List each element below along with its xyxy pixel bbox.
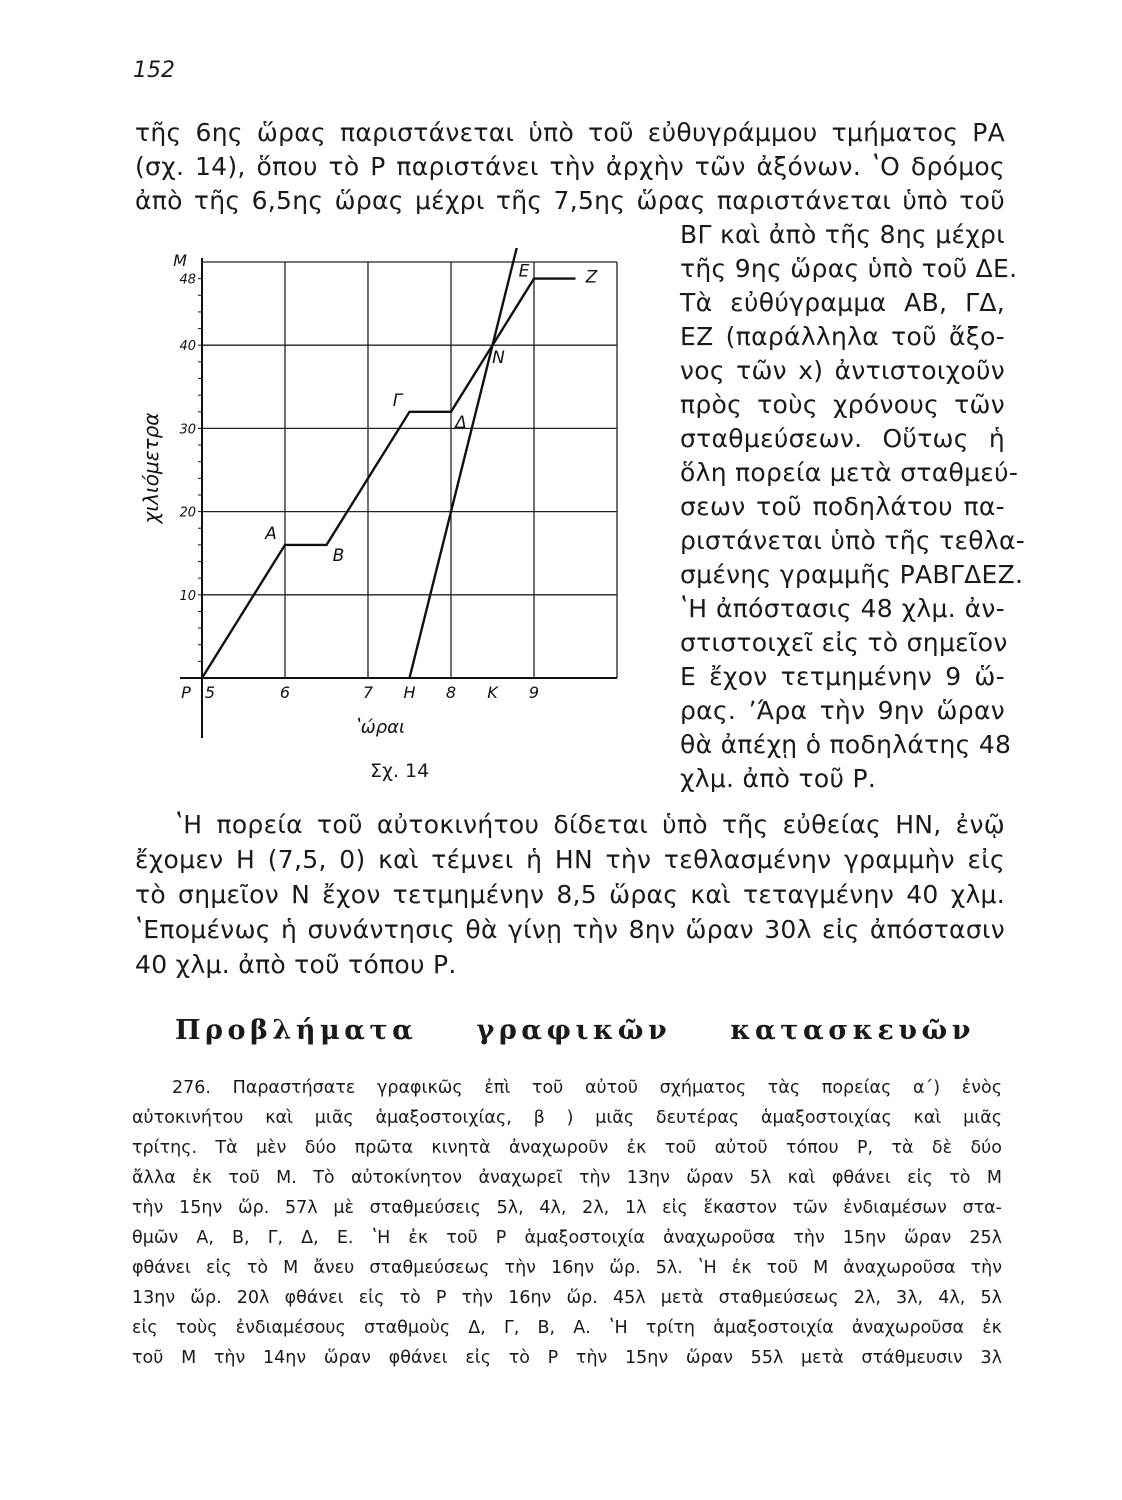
text-line: ΒΓ καὶ ἀπὸ τῆς 8ης μέχρι <box>680 220 1005 249</box>
x-axis-title: ʽώραι <box>354 717 406 738</box>
point-label: Β <box>332 545 345 566</box>
y-tick-label: 20 <box>179 505 196 521</box>
x-tick-label: 8 <box>445 683 457 702</box>
point-label: Ε <box>518 261 530 282</box>
series-line-2 <box>410 248 522 678</box>
x-tick-label: 6 <box>279 683 291 702</box>
text-line: ʽΗ πορεία τοῦ αὐτοκινήτου δίδεται ὑπὸ τῆς εὐθείας ΗΝ, ἐνῷ <box>175 810 1005 839</box>
chart-series <box>202 248 576 678</box>
point-label: Δ <box>455 412 467 433</box>
point-label: Ζ <box>585 267 598 288</box>
text-line: χλμ. ἀπὸ τοῦ Ρ. <box>680 764 877 793</box>
text-line: στιστοιχεῖ εἰς τὸ σημεῖον <box>680 628 1008 657</box>
x-tick-label: 7 <box>362 683 374 702</box>
text-line: τοῦ Μ τὴν 14ην ὥραν φθάνει εἰς τὸ Ρ τὴν 15ην ὥραν 55λ μετὰ στάθμευσιν 3λ <box>132 1348 1002 1368</box>
text-line: τῆς 9ης ὥρας ὑπὸ τοῦ ΔΕ. <box>680 254 1018 283</box>
figure-14 <box>130 248 650 788</box>
point-label: Α <box>265 523 277 544</box>
text-line: αὐτοκινήτου καὶ μιᾶς ἁμαξοστοιχίας, β ) μιᾶς δευτέρας ἁμαξοστοιχίας καὶ μιᾶς <box>132 1108 1002 1128</box>
y-axis-title: χιλιόμετρα <box>139 412 163 524</box>
y-tick-label: 40 <box>179 339 196 355</box>
y-tick-label: 30 <box>179 422 196 438</box>
text-line: θμῶν Α, Β, Γ, Δ, Ε. ʽΗ ἐκ τοῦ Ρ ἁμαξοστοιχία ἀναχωροῦσα τὴν 15ην ὥραν 25λ <box>132 1228 1002 1248</box>
point-label: Γ <box>392 390 403 411</box>
text-line: 276. Παραστήσατε γραφικῶς ἐπὶ τοῦ αὐτοῦ σχήματος τὰς πορείας α΄) ἑνὸς <box>172 1078 1002 1098</box>
chart-svg <box>130 248 650 788</box>
text-line: σμένης γραμμῆς ΡΑΒΓΔΕΖ. <box>680 560 1024 589</box>
text-line: θὰ ἀπέχῃ ὁ ποδηλάτης 48 <box>680 730 1012 759</box>
x-tick-label: 9 <box>528 683 540 702</box>
figure-caption: Σχ. 14 <box>370 760 430 782</box>
text-line: ʽΗ ἀπόστασις 48 χλμ. ἀν- <box>680 594 1005 623</box>
text-line: (σχ. 14), ὅπου τὸ Ρ παριστάνει τὴν ἀρχὴν τῶν ἀξόνων. ʽΟ δρόμος <box>135 152 1005 181</box>
text-line: Ε ἔχον τετμημένην 9 ὥ- <box>680 662 1005 691</box>
text-line: σεων τοῦ ποδηλάτου πα- <box>680 492 1005 521</box>
y-tick-label: 10 <box>179 588 196 604</box>
text-line: ἀπὸ τῆς 6,5ης ὥρας μέχρι τῆς 7,5ης ὥρας παριστάνεται ὑπὸ τοῦ <box>135 186 1005 215</box>
text-line: νος τῶν x) ἀντιστοιχοῦν <box>680 356 1005 385</box>
x-tick-label: 5 <box>204 683 216 702</box>
text-line: ἔχομεν Η (7,5, 0) καὶ τέμνει ἡ ΗΝ τὴν τεθλασμένην γραμμὴν εἰς <box>135 845 1005 874</box>
chart-axes <box>180 258 617 738</box>
x-tick-label: Κ <box>487 683 498 702</box>
text-line: σταθμεύσεων. Οὕτως ἡ <box>680 424 1005 453</box>
text-line: ρας. ʼΆρα τὴν 9ην ὥραν <box>680 696 1005 725</box>
y-tick-label: 48 <box>179 272 196 288</box>
text-line: εἰς τοὺς ἐνδιαμέσους σταθμοὺς Δ, Γ, Β, Α. ʽΗ τρίτη ἁμαξοστοιχία ἀναχωροῦσα ἐκ <box>132 1318 1002 1338</box>
text-line: 13ην ὥρ. 20λ φθάνει εἰς τὸ Ρ τὴν 16ην ὥρ. 45λ μετὰ σταθμεύσεως 2λ, 3λ, 4λ, 5λ <box>132 1288 1002 1308</box>
y-axis-unit-label: Μ <box>173 251 187 270</box>
text-line: ριστάνεται ὑπὸ τῆς τεθλα- <box>680 526 1026 555</box>
x-tick-label: Η <box>403 683 416 702</box>
text-line: τῆς 6ης ὥρας παριστάνεται ὑπὸ τοῦ εὐθυγράμμου τμήματος ΡΑ <box>135 118 1005 147</box>
text-line: 40 χλμ. ἀπὸ τοῦ τόπου Ρ. <box>135 950 457 979</box>
text-line: ὅλη πορεία μετὰ σταθμεύ- <box>680 458 1019 487</box>
chart-grid <box>202 262 617 678</box>
text-line: τρίτης. Τὰ μὲν δύο πρῶτα κινητὰ ἀναχωροῦν ἐκ τοῦ αὐτοῦ τόπου Ρ, τὰ δὲ δύο <box>132 1138 1002 1158</box>
text-line: πρὸς τοὺς χρόνους τῶν <box>680 390 1005 419</box>
text-line: φθάνει εἰς τὸ Μ ἄνευ σταθμεύσεως τὴν 16ην ὥρ. 5λ. ʽΗ ἐκ τοῦ Μ ἀναχωροῦσα τὴν <box>132 1258 1002 1278</box>
page-number: 152 <box>133 58 175 83</box>
text-line: τὴν 15ην ὥρ. 57λ μὲ σταθμεύσεις 5λ, 4λ, 2λ, 1λ εἰς ἕκαστον τῶν ἐνδιαμέσων στα- <box>132 1198 1002 1218</box>
text-line: ΕΖ (παράλληλα τοῦ ἄξο- <box>680 322 1005 351</box>
section-heading: Προβλήματα γραφικῶν κατασκευῶν <box>175 1015 975 1046</box>
series-line-1 <box>202 279 576 678</box>
point-label: Ν <box>492 348 505 369</box>
text-line: ʽΕπομένως ἡ συνάντησις θὰ γίνῃ τὴν 8ην ὥραν 30λ εἰς ἀπόστασιν <box>135 915 1005 944</box>
text-line: Τὰ εὐθύγραμμα ΑΒ, ΓΔ, <box>680 288 1005 317</box>
text-line: τὸ σημεῖον Ν ἔχον τετμημένην 8,5 ὥρας καὶ τεταγμένην 40 χλμ. <box>135 880 1005 909</box>
text-line: ἄλλα ἐκ τοῦ Μ. Τὸ αὐτοκίνητον ἀναχωρεῖ τὴν 13ην ὥραν 5λ καὶ φθάνει εἰς τὸ Μ <box>132 1168 1002 1188</box>
origin-label: Ρ <box>181 683 191 702</box>
